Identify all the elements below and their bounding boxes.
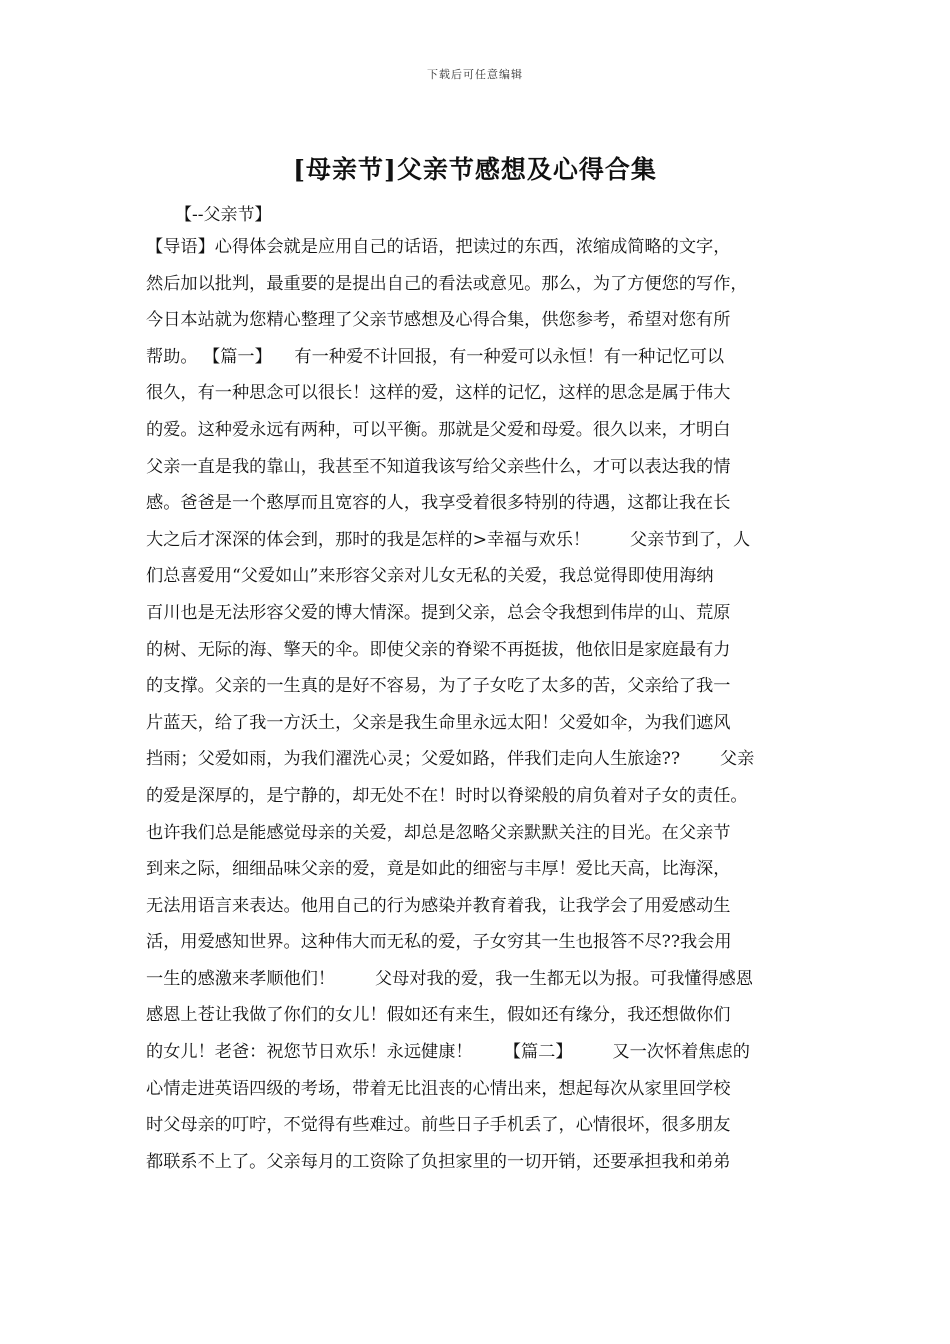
body-line: 的爱。这种爱永远有两种，可以平衡。那就是父爱和母爱。很久以来，才明白 bbox=[146, 419, 731, 440]
body-line: 片蓝天，给了我一方沃土，父亲是我生命里永远太阳！父爱如伞，为我们遮风 bbox=[146, 712, 731, 733]
body-line: 很久，有一种思念可以很长！这样的爱，这样的记忆，这样的思念是属于伟大 bbox=[146, 383, 731, 404]
body-line: 时父母亲的叮咛，不觉得有些难过。前些日子手机丢了，心情很坏，很多朋友 bbox=[146, 1115, 731, 1136]
body-line: 父亲一直是我的靠山，我甚至不知道我该写给父亲些什么，才可以表达我的情 bbox=[146, 456, 731, 477]
body-line: 的树、无际的海、擎天的伞。即使父亲的脊梁不再挺拔，他依旧是家庭最有力 bbox=[146, 639, 731, 660]
body-line: 的爱是深厚的，是宁静的，却无处不在！时时以脊梁般的肩负着对子女的责任。 bbox=[146, 785, 748, 806]
body-line: 的支撑。父亲的一生真的是好不容易，为了子女吃了太多的苦，父亲给了我一 bbox=[146, 676, 731, 697]
body-text bbox=[146, 229, 822, 1180]
body-line: 感恩上苍让我做了你们的女儿！假如还有来生，假如还有缘分，我还想做你们 bbox=[146, 1005, 731, 1026]
body-line: 到来之际，细细品味父亲的爱，竟是如此的细密与丰厚！爱比天高，比海深， bbox=[146, 859, 731, 880]
body-line: 的女儿！老爸：祝您节日欢乐！永远健康！ 【篇二】 又一次怀着焦虑的 bbox=[146, 1042, 750, 1063]
body-line: 挡雨；父爱如雨，为我们濯洗心灵；父爱如路，伴我们走向人生旅途?? 父亲 bbox=[146, 749, 755, 770]
body-line: 大之后才深深的体会到，那时的我是怎样的>幸福与欢乐！ 父亲节到了，人 bbox=[146, 529, 751, 550]
body-line: 百川也是无法形容父爱的博大情深。提到父亲，总会令我想到伟岸的山、荒原 bbox=[146, 602, 731, 623]
body-line: 一生的感激来孝顺他们！ 父母对我的爱，我一生都无以为报。可我懂得感恩 bbox=[146, 968, 754, 989]
body-line: 心情走进英语四级的考场，带着无比沮丧的心情出来，想起每次从家里回学校 bbox=[146, 1078, 731, 1099]
body-line: 无法用语言来表达。他用自己的行为感染并教育着我，让我学会了用爱感动生 bbox=[146, 895, 731, 916]
body-line: 也许我们总是能感觉母亲的关爱，却总是忽略父亲默默关注的目光。在父亲节 bbox=[146, 822, 731, 843]
body-line: 帮助。 【篇一】 有一种爱不计回报，有一种爱可以永恒！有一种记忆可以 bbox=[146, 346, 725, 367]
body-line: 感。爸爸是一个憨厚而且宽容的人，我享受着很多特别的待遇，这都让我在长 bbox=[146, 493, 731, 514]
body-line: 今日本站就为您精心整理了父亲节感想及心得合集，供您参考，希望对您有所 bbox=[146, 310, 731, 331]
body-line: 然后加以批判，最重要的是提出自己的看法或意见。那么，为了方便您的写作， bbox=[146, 273, 748, 294]
body-line: 【导语】心得体会就是应用自己的话语，把读过的东西，浓缩成简略的文字， bbox=[146, 237, 731, 257]
body-line: 活，用爱感知世界。这种伟大而无私的爱，子女穷其一生也报答不尽??我会用 bbox=[146, 932, 732, 953]
page-header-note: 下载后可任意编辑 bbox=[427, 68, 523, 81]
section-label: 【--父亲节】 bbox=[175, 205, 272, 225]
body-line: 们总喜爱用“父爱如山”来形容父亲对儿女无私的关爱，我总觉得即使用海纳 bbox=[146, 566, 714, 587]
body-line: 都联系不上了。父亲每月的工资除了负担家里的一切开销，还要承担我和弟弟 bbox=[146, 1151, 731, 1172]
document-title: [母亲节]父亲节感想及心得合集 bbox=[293, 155, 657, 184]
